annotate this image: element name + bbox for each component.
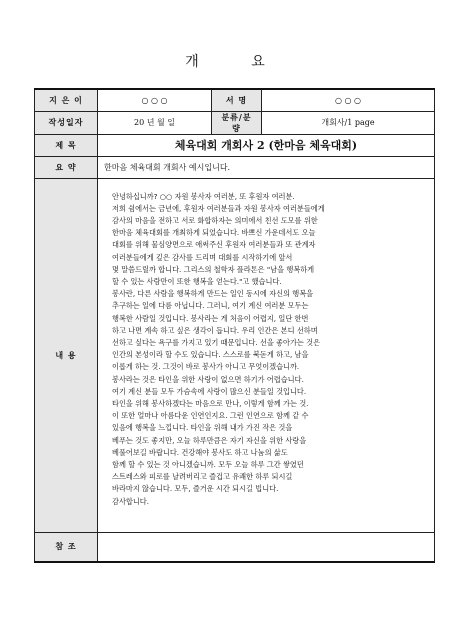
page-title: 개 요 (185, 54, 289, 70)
content-line: 있음에 행복을 느낍니다. 타인을 위해 내가 가진 작은 것을 (112, 423, 293, 433)
content-line: 이롭게 하는 것. 그것이 바로 봉사가 아니고 무엇이겠습니까. (112, 362, 300, 372)
content-line: 인간의 본성이라 할 수도 있습니다. 스스로를 북돋게 하고, 남을 (112, 350, 309, 360)
content-line: 할 수 있는 사람만이 또한 행복을 얻는다."고 했습니다. (112, 276, 282, 286)
date-label: 작성일자 (35, 111, 98, 134)
content-line: 스트레스와 피로를 날려버리고 즐겁고 유쾌한 하루 되시길 (112, 472, 293, 482)
content-line: 선하고 싶다는 욕구를 가지고 있기 때문입니다. 선을 좋아가는 것은 (112, 337, 321, 347)
content-line: 바라마지 않습니다. 모두, 즐거운 시간 되시길 빕니다. (112, 484, 279, 494)
content-line: 여기 계신 분들 모두 가슴속에 사랑이 많으신 분들일 것입니다. (112, 386, 307, 396)
content-line: 베푸는 것도 좋지만, 오늘 하루만큼은 자기 자신을 위한 사랑을 (112, 435, 307, 445)
content-line: 행복한 사람일 것입니다. 봉사라는 게 처음이 어렵지, 일단 한번 (112, 313, 309, 323)
subject-label: 제 목 (35, 134, 98, 156)
document-info-table (34, 88, 435, 563)
subject-value: 체육대회 개회사 2 (한마음 체육대회) (98, 134, 435, 156)
content-body (98, 178, 435, 532)
category-label: 분류/분량 (212, 111, 262, 134)
summary-label: 요 약 (35, 156, 98, 178)
name-label: 서 명 (212, 89, 262, 111)
content-line: 한마음 체육대회를 개최하게 되었습니다. 바쁘신 가운데서도 오늘 (112, 228, 316, 238)
content-line: 봉사란, 다른 사람을 행복하게 만드는 일인 동시에 자신의 행복을 (112, 289, 314, 299)
reference-label: 참 조 (35, 532, 98, 562)
category-value: 개회사/1 page (262, 111, 435, 134)
content-line: 대회를 위해 물심양면으로 애써주신 후원자 여러분들과 또 관계자 (112, 240, 316, 250)
date-value: 20 년 월 일 (98, 111, 212, 134)
content-line: 베풀어보길 바랍니다. 건강해야 봉사도 하고 나눔의 삶도 (112, 447, 288, 457)
content-line: 봉사라는 것은 타인을 위한 사랑이 없으면 하기가 어렵습니다. (112, 374, 304, 384)
content-line: 함께 할 수 있는 것 아니겠습니까. 모두 오늘 하루 그간 쌓였던 (112, 459, 304, 469)
content-line: 여러분들에게 깊은 감사를 드리며 대회를 시작하기에 앞서 (112, 252, 293, 262)
author-label: 지 은 이 (35, 89, 98, 111)
name-value: ○ ○ ○ (262, 89, 435, 111)
content-line: 안녕하십니까? ○○ 자원 봉사자 여러분, 또 후원자 여러분. (112, 191, 295, 201)
content-line: 몇 말씀드릴까 합니다. 그리스의 철학자 플라톤은 "남을 행복하게 (112, 264, 315, 274)
content-label: 내 용 (35, 178, 98, 532)
content-line: 하고 나면 계속 하고 싶은 생각이 듭니다. 우리 인간은 본디 선하며 (112, 325, 318, 335)
content-line: 추구하는 일에 다름 아닙니다. 그러니, 여기 계신 여러분 모두는 (112, 301, 309, 311)
content-line: 타인을 위해 봉사하겠다는 마음으로 만나, 이렇게 함께 가는 것. (112, 398, 309, 408)
content-text (112, 191, 420, 508)
content-line: 감사의 마음을 전하고 서로 화합하자는 의미에서 친선 도모를 위한 (112, 215, 318, 225)
content-line: 저희 쉼에서는 금년에, 후원자 여러분들과 자원 봉사자 여러분들에게 (112, 203, 325, 213)
summary-value: 한마음 체육대회 개회사 예시입니다. (98, 156, 435, 178)
content-line: 이 또한 얼마나 아름다운 인연인지요. 그런 인연으로 함께 같 수 (112, 411, 309, 421)
author-value: ○ ○ ○ (98, 89, 212, 111)
content-line: 감사합니다. (112, 496, 150, 506)
reference-value (98, 532, 435, 562)
